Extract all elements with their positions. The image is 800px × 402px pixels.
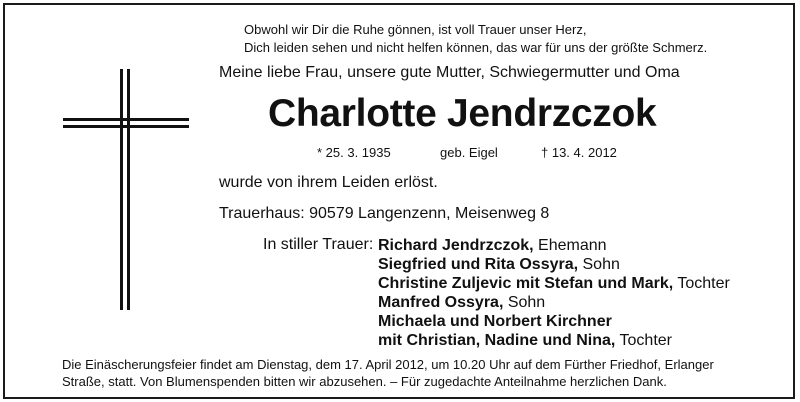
mourner-row: [378, 274, 730, 293]
mourner-row: [378, 255, 730, 274]
mourner-names: Richard Jendrzczok,: [378, 237, 534, 254]
mourner-names: Michaela und Norbert Kirchner: [378, 313, 612, 330]
mourner-names: mit Christian, Nadine und Nina,: [378, 332, 616, 349]
deceased-name: Charlotte Jendrzczok: [268, 92, 657, 135]
ceremony-line-2: Straße, statt. Von Blumenspenden bitten wir abzusehen. – Für zugedachte Anteilnahme herzlichen Dank.: [62, 374, 667, 389]
mourner-row: [378, 312, 730, 331]
mourner-names: Christine Zuljevic mit Stefan und Mark,: [378, 275, 674, 292]
mourner-relation: Ehemann: [533, 237, 607, 254]
mourner-row: [378, 236, 730, 255]
mourner-relation: Sohn: [578, 256, 620, 273]
mourner-relation: Tochter: [673, 275, 730, 292]
birth-date: * 25. 3. 1935: [317, 145, 391, 160]
poem-line-1: Obwohl wir Dir die Ruhe gönnen, ist voll Trauer unser Herz,: [244, 22, 587, 37]
poem-line-2: Dich leiden sehen und nicht helfen können, das war für uns der größte Schmerz.: [244, 40, 708, 55]
ceremony-info: [62, 356, 714, 390]
intro-text: Meine liebe Frau, unsere gute Mutter, Schwiegermutter und Oma: [219, 64, 680, 81]
mourners-label: In stiller Trauer:: [263, 236, 374, 253]
mourner-row: [378, 331, 730, 350]
mourner-names: Siegfried und Rita Ossyra,: [378, 256, 579, 273]
mourner-row: [378, 293, 730, 312]
cross-icon: [63, 69, 189, 315]
released-text: wurde von ihrem Leiden erlöst.: [219, 174, 438, 191]
mourner-names: Manfred Ossyra,: [378, 294, 504, 311]
maiden-name: geb. Eigel: [440, 145, 498, 160]
poem: [244, 21, 707, 57]
death-date: † 13. 4. 2012: [541, 145, 617, 160]
mourners-list: [378, 236, 730, 350]
mourning-house: Trauerhaus: 90579 Langenzenn, Meisenweg 8: [219, 205, 550, 222]
mourner-relation: Tochter: [615, 332, 672, 349]
ceremony-line-1: Die Einäscherungsfeier findet am Dienstag, dem 17. April 2012, um 10.20 Uhr auf dem Fürther Friedhof, Erlanger: [62, 357, 714, 372]
mourner-relation: Sohn: [503, 294, 546, 311]
